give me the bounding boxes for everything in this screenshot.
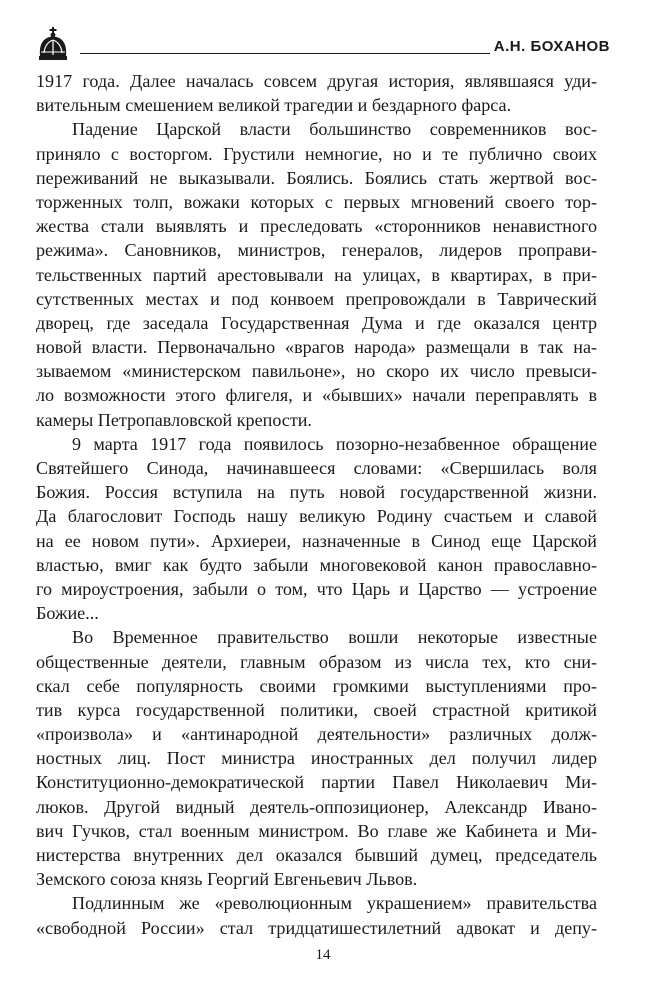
- text-line: режима». Сановников, министров, генералов, лидеров проправи-: [36, 240, 597, 261]
- text-line: ностных лиц. Пост министра иностранных дел получил лидер: [36, 748, 597, 769]
- text-line: камеры Петропавловской крепости.: [36, 409, 312, 430]
- text-line: общественные деятели, главным образом из числа тех, кто сни-: [36, 651, 597, 672]
- text-line: новой власти. Первоначально «врагов народа» размещали в так на-: [36, 337, 597, 358]
- text-line: Земского союза князь Георгий Евгеньевич Львов.: [36, 869, 418, 890]
- page-number: 14: [315, 947, 331, 963]
- text-line: сутственных местах и под конвоем препровождали в Таврический: [36, 288, 597, 309]
- text-line: Святейшего Синода, начинавшееся словами: «Свершилась воля: [36, 458, 597, 478]
- crown-icon: [36, 26, 70, 62]
- text-line: жества стали выявлять и преследовать «сторонников ненавистного: [36, 216, 597, 237]
- body-text: [36, 69, 597, 940]
- text-line: тив курса государственной политики, своей страстной критикой: [36, 699, 597, 720]
- text-line: Конституционно-демократической партии Павел Николаевич Ми-: [36, 772, 597, 793]
- text-line: Во Временное правительство вошли некоторые известные: [72, 627, 597, 648]
- text-line: Божие...: [36, 603, 99, 624]
- text-line: 1917 года. Далее началась совсем другая история, являвшаяся уди-: [36, 71, 597, 91]
- text-line: переживаний не выказывали. Боялись. Боялись стать жертвой вос-: [36, 167, 597, 188]
- header-rule: [80, 53, 490, 54]
- text-line: тельственных партий арестовывали на улицах, в квартирах, в при-: [36, 264, 597, 285]
- text-line: го мироустроения, забыли о том, что Царь и Царство — устроение: [36, 578, 597, 599]
- text-line: «произвола» и «антинародной деятельности» различных долж-: [36, 724, 597, 745]
- text-line: Подлинным же «революционным украшением» правительства: [72, 893, 597, 914]
- text-line: Божия. Россия вступила на путь новой государственной жизни.: [36, 482, 597, 503]
- text-line: торженных толп, вожаки которых с первых мгновений своего тор-: [36, 191, 597, 212]
- text-line: 9 марта 1917 года появилось позорно-незабвенное обращение: [72, 433, 597, 454]
- text-line: скал себе популярность своими громкими выступлениями про-: [36, 675, 597, 696]
- text-line: нистерства внутренних дел оказался бывший думец, председатель: [36, 845, 597, 865]
- running-header: [36, 26, 610, 66]
- text-line: на ее новом пути». Архиереи, назначенные в Синод еще Царской: [36, 530, 597, 551]
- text-line: Падение Царской власти большинство современников вос-: [72, 119, 597, 140]
- running-header-author: А.Н. БОХАНОВ: [493, 38, 610, 55]
- text-line: вительным смешением великой трагедии и бездарного фарса.: [36, 95, 512, 116]
- text-line: вич Гучков, стал военным министром. Во главе же Кабинета и Ми-: [36, 820, 597, 841]
- text-line: зываемом «министерском павильоне», но скоро их число превыси-: [36, 361, 597, 382]
- text-line: дворец, где заседала Государственная Дума и где оказался центр: [36, 312, 597, 333]
- text-line: ло возможности этого флигеля, и «бывших» начали переправлять в: [36, 385, 597, 406]
- text-line: Да благословит Господь нашу великую Родину счастьем и славой: [36, 506, 597, 527]
- text-line: приняло с восторгом. Грустили немногие, но и те публично своих: [36, 143, 597, 164]
- text-line: властью, вмиг как будто забыли многовековой канон православно-: [36, 554, 597, 575]
- text-line: «свободной России» стал тридцатишестилетний адвокат и депу-: [36, 917, 597, 938]
- text-line: люков. Другой видный деятель-оппозиционер, Александр Ивано-: [36, 796, 597, 817]
